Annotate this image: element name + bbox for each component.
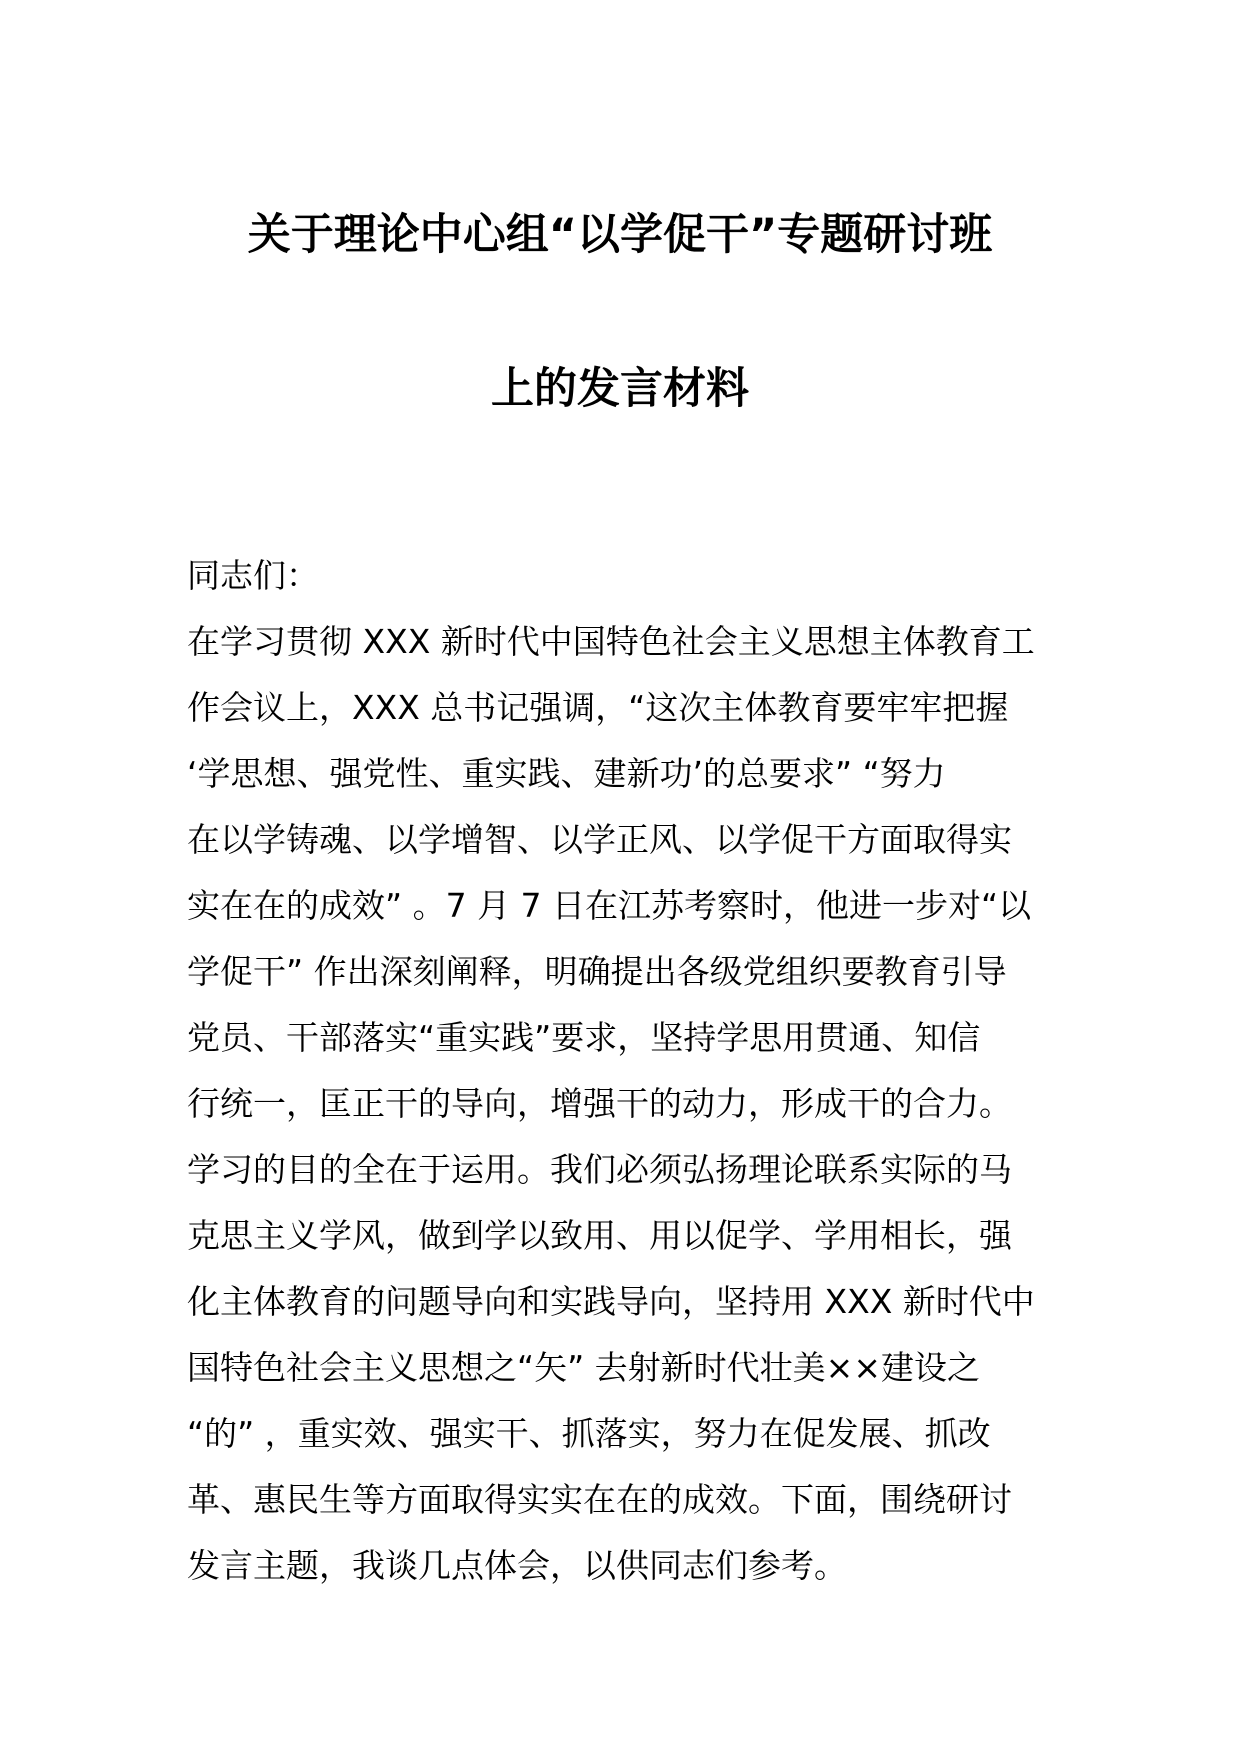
paragraph-line: 作会议上，XXX 总书记强调，“这次主体教育要牢牢把握 — [187, 688, 1009, 727]
document-title-line-2: 上的发言材料 — [491, 364, 749, 414]
paragraph-line: 化主体教育的问题导向和实践导向，坚持用 XXX 新时代中 — [187, 1282, 1035, 1321]
document-title-line-1: 关于理论中心组“以学促干”专题研讨班 — [247, 210, 993, 260]
paragraph-line: ‘学思想、强党性、重实践、建新功’的总要求” “努力 — [187, 754, 946, 793]
paragraph-line: 在学习贯彻 XXX 新时代中国特色社会主义思想主体教育工 — [187, 622, 1035, 661]
paragraph-line: 行统一，匡正干的导向，增强干的动力，形成干的合力。 — [187, 1084, 1012, 1123]
paragraph-line: 发言主题，我谈几点体会，以供同志们参考。 — [187, 1546, 847, 1585]
salutation: 同志们： — [187, 556, 319, 595]
paragraph-line: 在以学铸魂、以学增智、以学正风、以学促干方面取得实 — [187, 820, 1012, 859]
paragraph-line: 党员、干部落实“重实践”要求，坚持学思用贯通、知信 — [187, 1018, 981, 1057]
paragraph-line: 学促干” 作出深刻阐释，明确提出各级党组织要教育引导 — [187, 952, 1007, 991]
paragraph-line: 实在在的成效” 。7 月 7 日在江苏考察时，他进一步对“以 — [187, 886, 1032, 925]
paragraph-line: 革、惠民生等方面取得实实在在的成效。下面，围绕研讨 — [187, 1480, 1012, 1519]
paragraph-line: 学习的目的全在于运用。我们必须弘扬理论联系实际的马 — [187, 1150, 1012, 1189]
paragraph-line: 国特色社会主义思想之“矢” 去射新时代壮美××建设之 — [187, 1348, 980, 1387]
paragraph-line: 克思主义学风，做到学以致用、用以促学、学用相长，强 — [187, 1216, 1012, 1255]
paragraph-line: “的” ，重实效、强实干、抓落实，努力在促发展、抓改 — [187, 1414, 991, 1453]
